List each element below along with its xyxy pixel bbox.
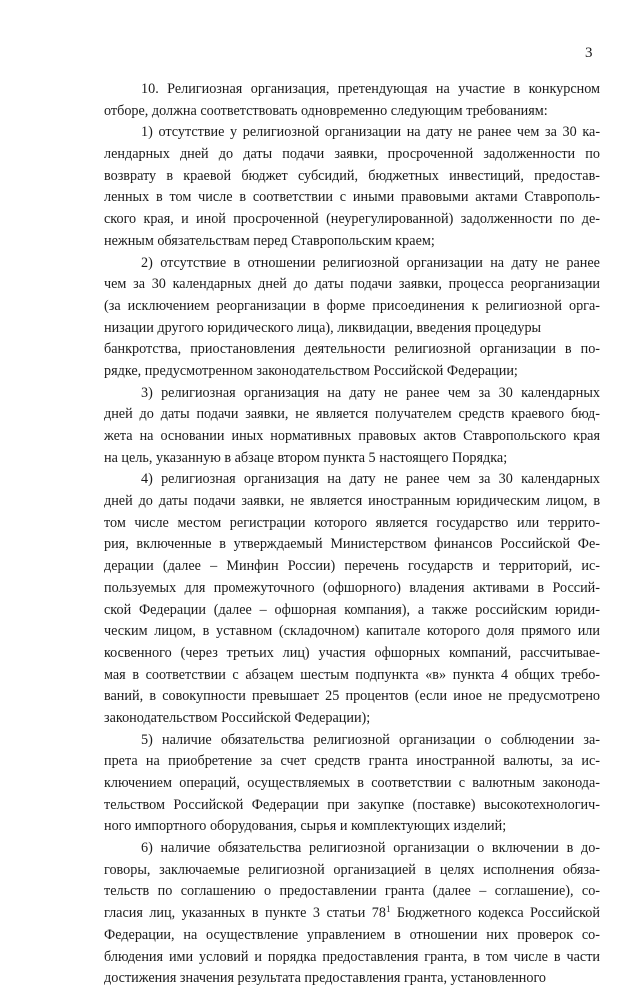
text-line (104, 925, 600, 947)
text-line-content (104, 602, 600, 618)
text-line (104, 122, 600, 144)
text-fragment: нежным обязательствам перед Ставропольским краем; (104, 232, 435, 249)
text-fragment: банкротства, приостановления деятельности религиозной организации в по- (104, 341, 601, 358)
text-line (104, 231, 600, 253)
text-fragment: дней до даты подачи заявки, не является иностранным юридическим лицом, в (104, 493, 601, 510)
text-fragment: ленных в том числе в соответствии с иными правовыми актами Ставрополь- (104, 189, 600, 206)
superscript: 1 (385, 904, 391, 915)
text-line (104, 556, 600, 578)
text-line (104, 686, 600, 708)
text-line (104, 318, 600, 340)
text-line-content (104, 753, 600, 769)
text-line (104, 665, 600, 687)
text-line-content (104, 189, 600, 205)
text-line-content (104, 775, 600, 791)
text-fragment: возврату в краевой бюджет субсидий, бюджетных инвестиций, предостав- (104, 167, 601, 184)
text-line-content (104, 927, 600, 943)
text-line-content (104, 341, 600, 357)
text-line-content (141, 471, 600, 487)
text-fragment: гласия лиц, указанных в пункте 3 статьи 78 (104, 905, 386, 922)
text-line-content (104, 233, 435, 249)
text-fragment: отборе, должна соответствовать одновременно следующим требованиям: (104, 102, 548, 119)
document-body (104, 79, 600, 990)
text-fragment: ческим лицом, в уставном (складочном) капитале которого доля прямого или (104, 623, 600, 640)
text-fragment: тельств по соглашению о предоставлении гранта (далее – соглашение), со- (104, 883, 601, 900)
text-fragment: чем за 30 календарных дней до даты подачи заявки, процесса реорганизации (104, 276, 601, 293)
text-line (104, 361, 600, 383)
text-line (104, 296, 600, 318)
text-fragment: пользуемых для промежуточного (офшорного) владения активами в Россий- (104, 579, 600, 596)
text-line (104, 513, 600, 535)
text-line (104, 253, 600, 275)
text-fragment: достижения значения результата предоставления гранта, установленного (104, 970, 547, 987)
text-line-content (104, 862, 600, 878)
text-fragment: 4) религиозная организация на дату не ранее чем за 30 календарных (141, 471, 600, 488)
text-line (104, 491, 600, 513)
text-fragment: прета на приобретение за счет средств гранта иностранной валюты, за ис- (104, 753, 600, 770)
text-line-content (104, 667, 600, 683)
text-line-content (104, 970, 546, 986)
text-fragment: Федерации, на осуществление управлением в отношении них проверок со- (104, 926, 600, 943)
text-line-content (104, 883, 600, 899)
text-fragment: (за исключением реорганизации в форме присоединения к религиозной орга- (104, 297, 601, 314)
text-fragment: 5) наличие обязательства религиозной организации о соблюдении за- (141, 731, 600, 748)
text-fragment: мая в соответствии с абзацем шестым подпункта «в» пункта 4 общих требо- (104, 666, 601, 683)
text-line (104, 144, 600, 166)
text-fragment: дерации (далее – Минфин России) перечень государств и территорий, ис- (104, 558, 601, 575)
text-line (104, 166, 600, 188)
text-line (104, 339, 600, 361)
text-line-content (104, 298, 600, 314)
text-line-content (104, 710, 370, 726)
text-fragment: ского края, и иной просроченной (неурегулированной) задолженности по де- (104, 211, 600, 228)
text-line-content (104, 645, 600, 661)
text-line (104, 101, 600, 123)
text-line-content (104, 450, 507, 466)
text-line (104, 187, 600, 209)
text-line (104, 773, 600, 795)
text-line (104, 947, 600, 969)
text-line-content (141, 732, 600, 748)
text-line-content (141, 255, 600, 271)
text-fragment: ской Федерации (далее – офшорная компания), а также российским юриди- (104, 601, 600, 618)
text-line (104, 860, 600, 882)
text-fragment: 2) отсутствие в отношении религиозной организации на дату не ранее (141, 254, 600, 271)
text-line-content (104, 146, 600, 162)
text-line (104, 903, 600, 925)
text-fragment: ключением операций, осуществляемых в соответствии с валютным законода- (104, 775, 601, 791)
text-line-content (141, 840, 600, 856)
text-fragment: блюдения ими условий и порядка предоставления гранта, в том числе в части (104, 948, 601, 965)
text-line-content (104, 515, 600, 531)
text-fragment: дней до даты подачи заявки, не является получателем средств краевого бюд- (104, 406, 600, 423)
text-fragment: рядке, предусмотренном законодательством Российской Федерации; (104, 362, 518, 379)
text-line (104, 79, 600, 101)
text-line (104, 404, 600, 426)
text-line-content (104, 168, 600, 184)
text-line (104, 838, 600, 860)
text-line-content (104, 320, 541, 336)
text-fragment: рия, включенные в утверждаемый Министерством финансов Российской Фе- (104, 536, 601, 553)
text-line-content (104, 580, 600, 596)
text-line (104, 469, 600, 491)
text-line-content (104, 493, 600, 509)
text-line-content (104, 536, 600, 552)
text-line-content (141, 81, 600, 97)
text-line-content (141, 385, 600, 401)
text-line (104, 816, 600, 838)
text-line-content (104, 905, 600, 921)
text-line (104, 426, 600, 448)
text-line-content (104, 363, 518, 379)
text-fragment: лендарных дней до даты подачи заявки, просроченной задолженности по (104, 146, 600, 163)
text-fragment: Бюджетного кодекса Российской (390, 905, 600, 922)
text-line-content (104, 406, 600, 422)
text-line (104, 621, 600, 643)
text-line-content (104, 797, 600, 813)
text-line (104, 383, 600, 405)
text-fragment: 1) отсутствие у религиозной организации на дату не ранее чем за 30 ка- (141, 124, 601, 141)
text-line-content (104, 276, 600, 292)
text-fragment: тельством Российской Федерации при закупке (поставке) высокотехнологич- (104, 796, 600, 813)
text-line (104, 751, 600, 773)
text-line-content (141, 124, 600, 140)
text-line (104, 708, 600, 730)
text-line (104, 448, 600, 470)
text-line-content (104, 428, 600, 444)
text-line (104, 730, 600, 752)
text-fragment: ного импортного оборудования, сырья и комплектующих изделий; (104, 818, 507, 835)
page-number: 3 (585, 45, 593, 61)
text-fragment: говоры, заключаемые религиозной организацией в целях исполнения обяза- (104, 861, 601, 878)
text-line-content (104, 558, 600, 574)
text-fragment: на цель, указанную в абзаце втором пункта 5 настоящего Порядка; (104, 449, 508, 466)
text-fragment: том числе местом регистрации которого является государство или террито- (104, 514, 600, 531)
text-line (104, 643, 600, 665)
text-line (104, 534, 600, 556)
text-fragment: законодательством Российской Федерации); (104, 709, 371, 726)
text-line (104, 795, 600, 817)
text-fragment: жета на основании иных нормативных правовых актов Ставропольского края (104, 428, 600, 444)
text-fragment: 10. Религиозная организация, претендующая на участие в конкурсном (141, 81, 601, 97)
text-line (104, 209, 600, 231)
text-line-content (104, 688, 600, 704)
text-fragment: косвенного (через третьих лиц) участия офшорных компаний, рассчитывае- (104, 644, 600, 661)
text-fragment: 6) наличие обязательства религиозной организации о включении в до- (141, 840, 601, 857)
text-fragment: ваний, в совокупности превышает 25 процентов (если иное не предусмотрено (104, 688, 601, 705)
text-line (104, 600, 600, 622)
text-line (104, 274, 600, 296)
text-line-content (104, 211, 600, 227)
text-line-content (104, 949, 600, 965)
text-line (104, 968, 600, 990)
text-line-content (104, 623, 600, 639)
text-fragment: 3) религиозная организация на дату не ранее чем за 30 календарных (141, 384, 600, 401)
text-line-content (104, 818, 506, 834)
text-fragment: низации другого юридического лица), ликвидации, введения процедуры (104, 319, 542, 336)
text-line (104, 578, 600, 600)
text-line-content (104, 103, 548, 119)
